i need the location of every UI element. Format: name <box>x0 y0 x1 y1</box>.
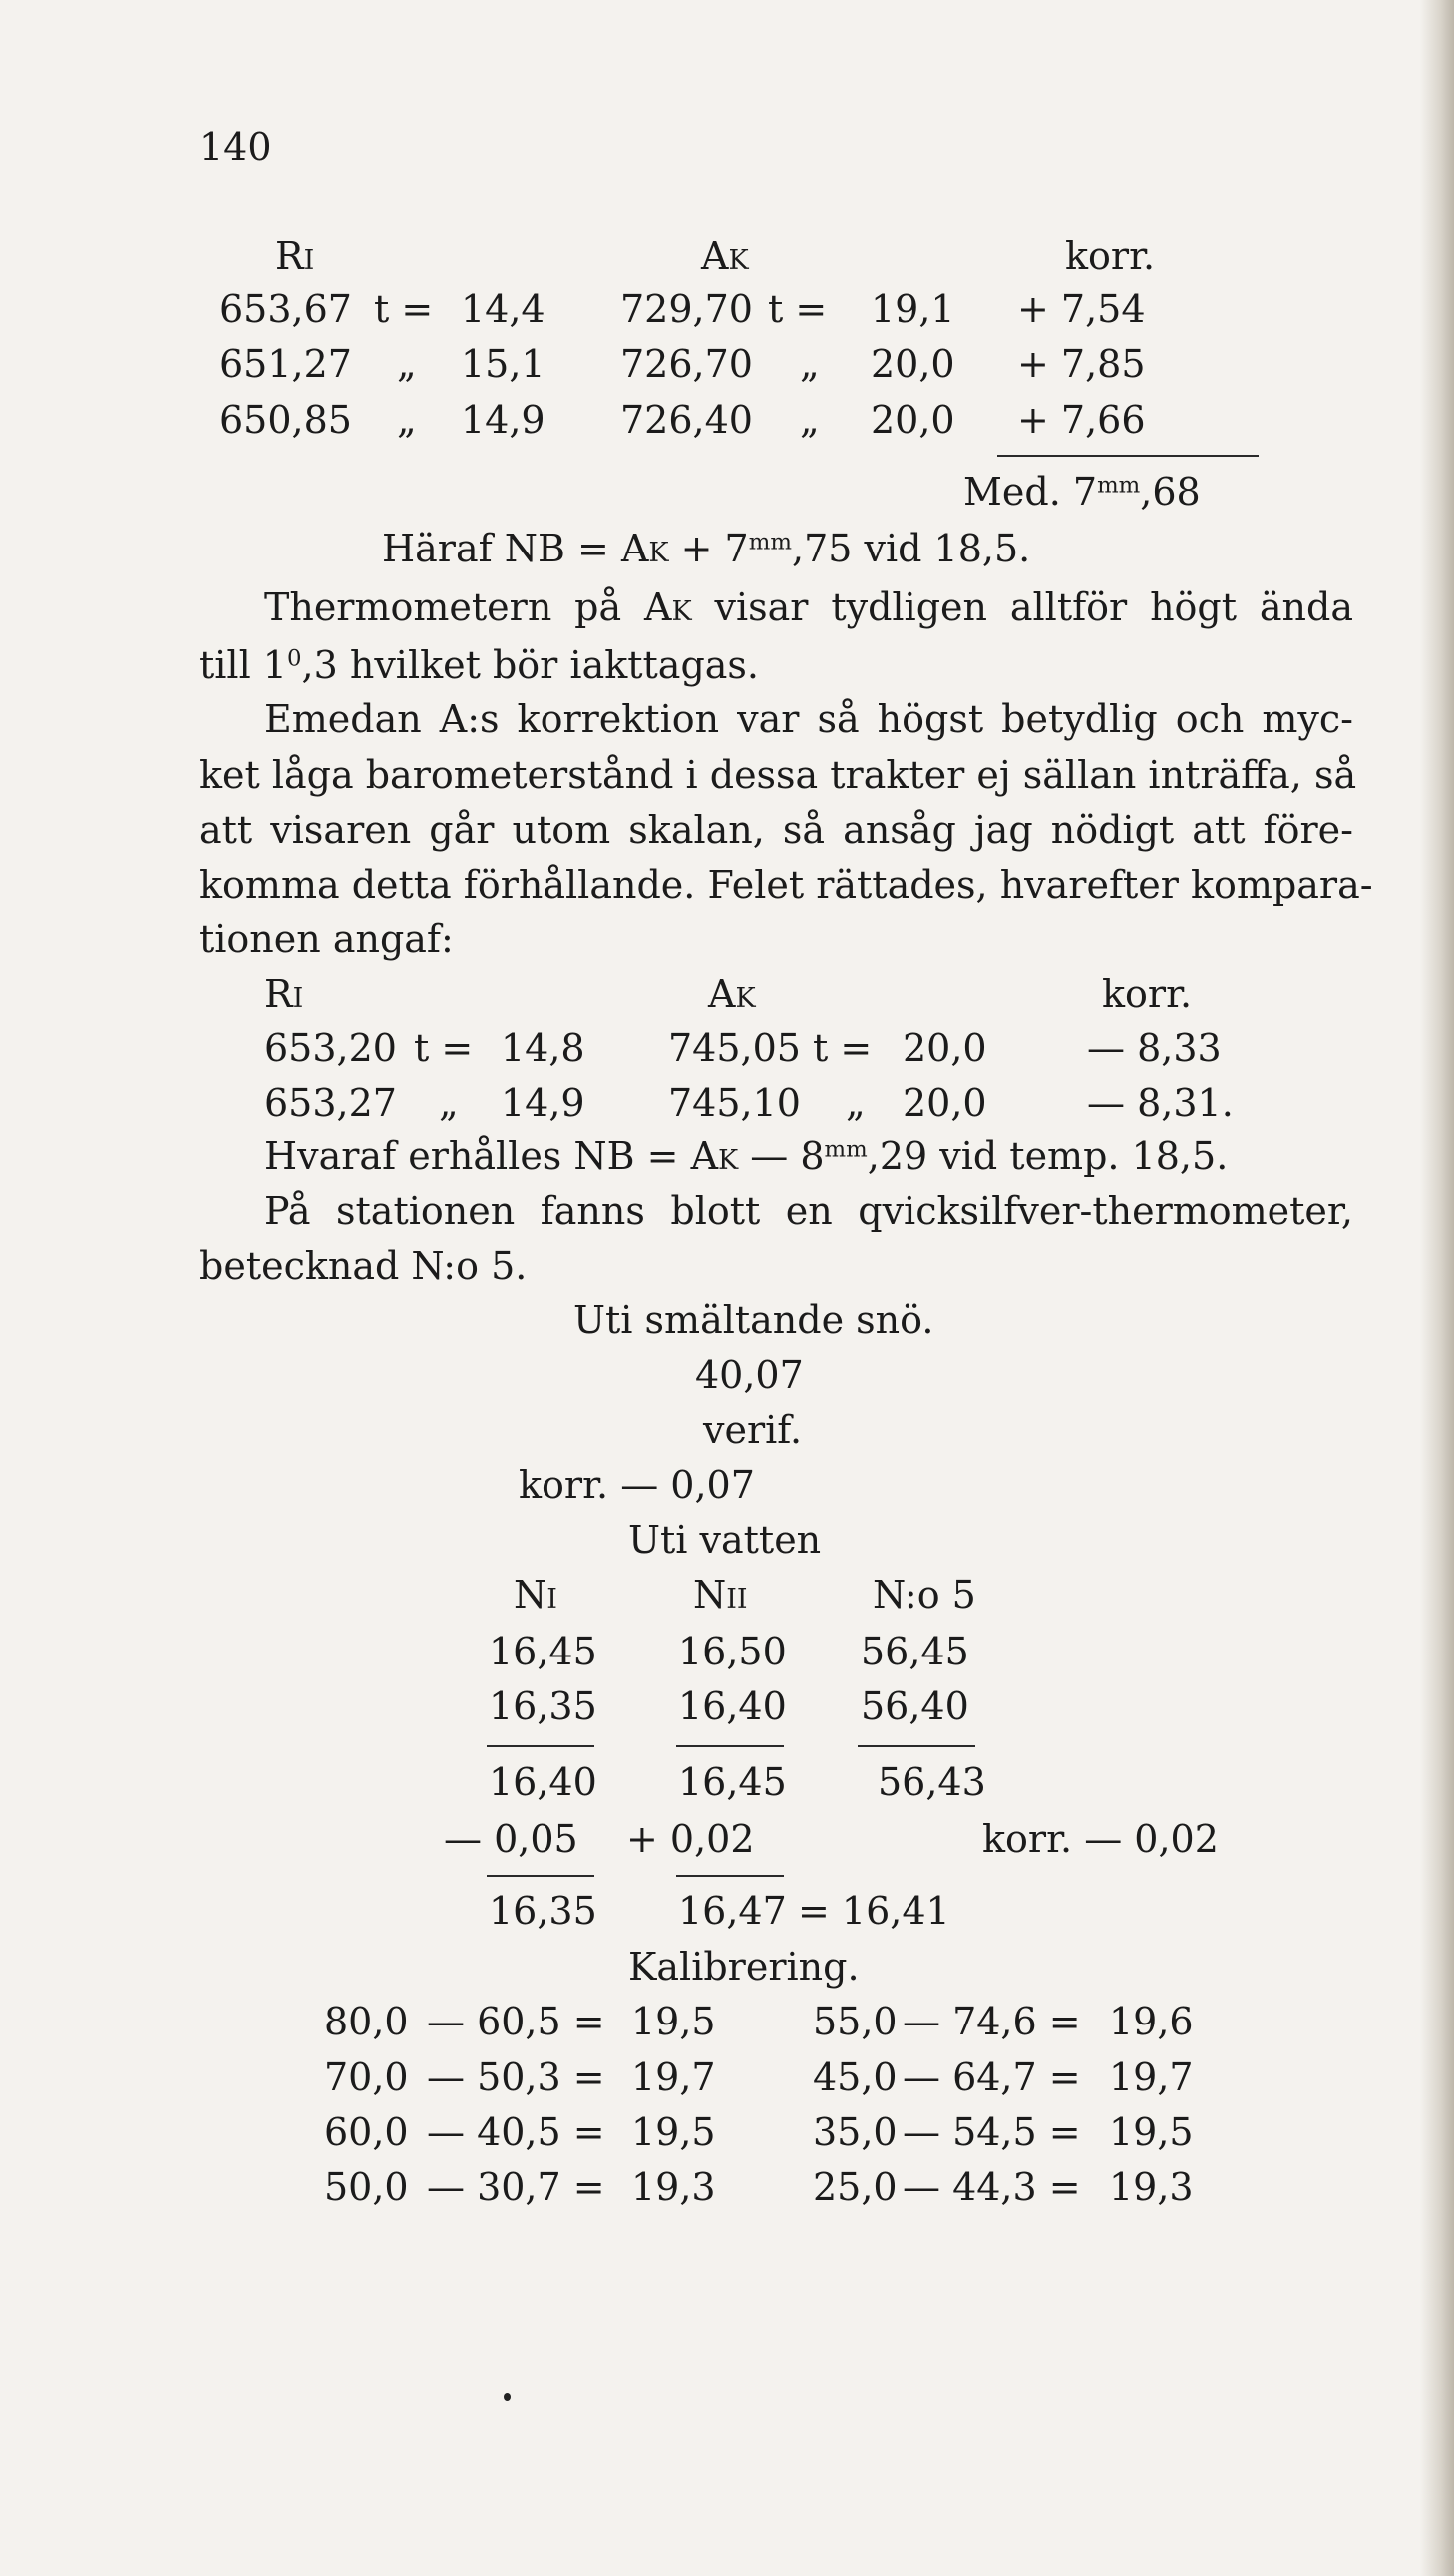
cal-right-b: — 64,7 = <box>903 2055 1081 2099</box>
cal-left-b: — 40,5 = <box>427 2110 605 2154</box>
ni-value: 16,45 <box>489 1630 597 1673</box>
korr-value: — 8,31. <box>1087 1081 1234 1125</box>
ri-value: 653,27 <box>264 1081 397 1125</box>
table1-header-ak: Ak <box>701 234 749 278</box>
table2-header-korr: korr. <box>1102 972 1193 1016</box>
paragraph-line: Emedan A:s korrektion var så högst betydlig och myc- <box>264 697 1353 741</box>
paragraph-line: att visaren går utom skalan, så ansåg jag nödigt att före- <box>199 808 1353 852</box>
ri-temp: 14,4 <box>461 287 545 331</box>
ni-mean: 16,40 <box>489 1760 597 1804</box>
ak-value: 726,70 <box>620 342 753 386</box>
iakttagas-line: till $1^0,3$ hvilket bör iakttagas. <box>199 643 760 687</box>
cal-right-c: 19,3 <box>1109 2165 1194 2209</box>
nii-value: 16,40 <box>678 1684 787 1728</box>
nii-value: 16,50 <box>678 1630 787 1673</box>
cal-right-a: 25,0 <box>813 2165 898 2209</box>
no5-mean: 56,43 <box>878 1760 986 1804</box>
ak-value: 729,70 <box>620 287 753 331</box>
no5-value: 56,40 <box>861 1684 969 1728</box>
t-label: t = <box>768 287 828 331</box>
ri-value: 651,27 <box>219 342 352 386</box>
ditto-mark: „ <box>800 398 820 442</box>
cal-right-c: 19,6 <box>1109 2000 1194 2043</box>
korr-value: + 7,66 <box>1017 398 1146 442</box>
sum-rule <box>487 1875 594 1877</box>
station-line: betecknad N:o 5. <box>199 1244 528 1288</box>
combined-result: = 16,41 <box>798 1889 950 1933</box>
table1-header-ri: Ri <box>275 234 315 278</box>
haraf-line: Häraf NB = $Ak + 7^{mm},75$ vid 18,5. <box>382 527 1031 570</box>
water-header-ni: Ni <box>514 1573 557 1617</box>
paragraph-line: tionen angaf: <box>199 918 454 961</box>
ri-value: 653,20 <box>264 1026 397 1070</box>
ink-speck <box>504 2393 511 2401</box>
cal-left-c: 19,5 <box>631 2110 716 2154</box>
table2-header-ri: Ri <box>264 972 304 1016</box>
nii-result: 16,47 <box>678 1889 787 1933</box>
ditto-mark: „ <box>397 342 417 386</box>
cal-left-b: — 50,3 = <box>427 2055 605 2099</box>
ak-temp: 20,0 <box>871 342 955 386</box>
snow-title: Uti smältande snö. <box>573 1298 934 1342</box>
page-number: 140 <box>199 125 272 169</box>
mean-line: Med. $7^{mm},68$ <box>963 470 1201 514</box>
cal-left-a: 80,0 <box>324 2000 409 2043</box>
paragraph-line: ket låga barometerstånd i dessa trakter ej sällan inträffa, så <box>199 753 1357 797</box>
ak-value: 726,40 <box>620 398 753 442</box>
cal-right-c: 19,7 <box>1109 2055 1194 2099</box>
sum-rule <box>676 1875 784 1877</box>
cal-right-b: — 74,6 = <box>903 2000 1081 2043</box>
page-edge <box>1420 0 1454 2576</box>
table2-header-ak: Ak <box>708 972 756 1016</box>
ri-temp: 14,9 <box>461 398 545 442</box>
t-label: t = <box>414 1026 474 1070</box>
snow-verif: verif. <box>703 1408 803 1452</box>
sum-rule <box>487 1745 594 1747</box>
ak-temp: 20,0 <box>903 1026 987 1070</box>
thermometer-line: Thermometern på Ak visar tydligen alltför högt ända <box>264 585 1353 629</box>
cal-left-c: 19,3 <box>631 2165 716 2209</box>
cal-left-a: 60,0 <box>324 2110 409 2154</box>
ri-value: 653,67 <box>219 287 352 331</box>
ak-value: 745,10 <box>668 1081 801 1125</box>
ri-temp: 14,8 <box>501 1026 585 1070</box>
ni-correction: — 0,05 <box>444 1817 578 1861</box>
korr-value: — 8,33 <box>1087 1026 1222 1070</box>
cal-right-b: — 44,3 = <box>903 2165 1081 2209</box>
nii-mean: 16,45 <box>678 1760 787 1804</box>
cal-left-a: 70,0 <box>324 2055 409 2099</box>
sum-rule <box>997 455 1259 457</box>
cal-left-c: 19,5 <box>631 2000 716 2043</box>
korr-value: + 7,54 <box>1017 287 1146 331</box>
ak-temp: 19,1 <box>871 287 955 331</box>
water-title: Uti vatten <box>628 1518 822 1562</box>
no5-value: 56,45 <box>861 1630 969 1673</box>
cal-right-c: 19,5 <box>1109 2110 1194 2154</box>
snow-korr: korr. — 0,07 <box>519 1463 755 1507</box>
ditto-mark: „ <box>397 398 417 442</box>
ri-value: 650,85 <box>219 398 352 442</box>
cal-left-b: — 30,7 = <box>427 2165 605 2209</box>
cal-left-a: 50,0 <box>324 2165 409 2209</box>
ni-value: 16,35 <box>489 1684 597 1728</box>
paragraph-line: komma detta förhållande. Felet rättades, hvarefter kompara- <box>199 863 1373 907</box>
ditto-mark: „ <box>846 1081 866 1125</box>
ditto-mark: „ <box>800 342 820 386</box>
no5-correction: korr. — 0,02 <box>982 1817 1219 1861</box>
ri-temp: 15,1 <box>461 342 545 386</box>
ri-temp: 14,9 <box>501 1081 585 1125</box>
table1-header-korr: korr. <box>1065 234 1156 278</box>
calibration-title: Kalibrering. <box>628 1945 860 1989</box>
water-header-no5: N:o 5 <box>873 1573 976 1617</box>
ak-temp: 20,0 <box>871 398 955 442</box>
cal-left-c: 19,7 <box>631 2055 716 2099</box>
cal-right-b: — 54,5 = <box>903 2110 1081 2154</box>
cal-left-b: — 60,5 = <box>427 2000 605 2043</box>
ak-temp: 20,0 <box>903 1081 987 1125</box>
t-label: t = <box>374 287 434 331</box>
cal-right-a: 45,0 <box>813 2055 898 2099</box>
nii-correction: + 0,02 <box>626 1817 755 1861</box>
cal-right-a: 35,0 <box>813 2110 898 2154</box>
hvaraf-line: Hvaraf erhålles NB = Ak — $8^{mm},29$ vid temp. 18,5. <box>264 1134 1229 1178</box>
ditto-mark: „ <box>439 1081 459 1125</box>
korr-value: + 7,85 <box>1017 342 1146 386</box>
water-header-nii: Nii <box>693 1573 748 1617</box>
t-label: t = <box>813 1026 873 1070</box>
ni-result: 16,35 <box>489 1889 597 1933</box>
ak-value: 745,05 <box>668 1026 801 1070</box>
station-line: På stationen fanns blott en qvicksilfver-thermometer, <box>264 1189 1353 1233</box>
sum-rule <box>858 1745 975 1747</box>
snow-value: 40,07 <box>695 1353 804 1397</box>
sum-rule <box>676 1745 784 1747</box>
cal-right-a: 55,0 <box>813 2000 898 2043</box>
